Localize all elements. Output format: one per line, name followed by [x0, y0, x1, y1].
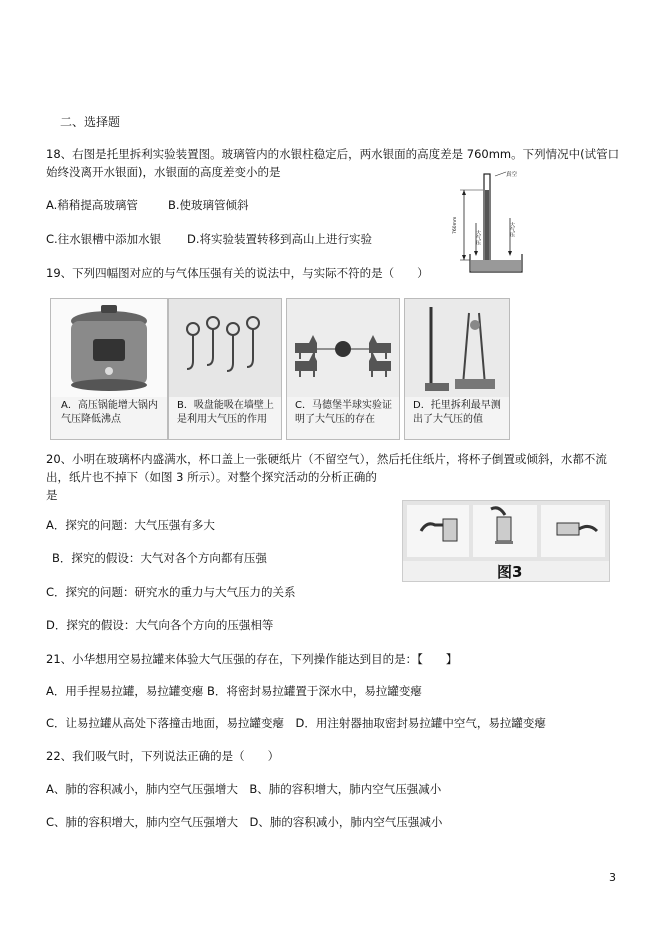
q19-caption-c: C．马德堡半球实验证明了大气压的存在 [295, 400, 392, 425]
q19-panel-d [404, 298, 510, 440]
q19-panel-c [286, 298, 400, 440]
magdeburg-hemispheres-image [287, 299, 399, 397]
q21-options-cd: C．让易拉罐从高处下落撞击地面，易拉罐变瘪 D．用注射器抽取密封易拉罐中空气，易拉罐变瘪 [46, 716, 546, 730]
q21-options-ab: A．用手捏易拉罐，易拉罐变瘪 B．将密封易拉罐置于深水中，易拉罐变瘪 [46, 684, 422, 698]
q19-caption-a: A．高压锅能增大锅内气压降低沸点 [61, 400, 158, 425]
q19-panel-b [168, 298, 282, 440]
inverted-cup-image [403, 501, 609, 561]
torricelli-apparatus-figure [448, 168, 528, 276]
pressure-cooker-image [51, 299, 167, 397]
page-number: 3 [609, 871, 616, 884]
label-pressure-right: 大气压 [509, 222, 515, 237]
q19-caption-d: D．托里拆利最早测出了大气压的值 [413, 400, 501, 425]
section-title: 二、选择题 [60, 115, 121, 129]
q20-option-d: D．探究的假设：大气向各个方向的压强相等 [46, 618, 274, 632]
q18-option-b: B.使玻璃管倾斜 [168, 198, 249, 212]
q18-option-c: C.往水银槽中添加水银 [46, 232, 162, 246]
q18-stem-line1: 18、右图是托里拆利实验装置图。玻璃管内的水银柱稳定后，两水银面的高度差是 760mm。下列情况中(试管口 [46, 147, 620, 161]
label-760mm: 760mm [453, 216, 458, 234]
label-vacuum: 真空 [506, 172, 518, 178]
q22-options-cd: C、肺的容积增大，肺内空气压强增大 D、肺的容积减小，肺内空气压强减小 [46, 815, 443, 829]
q19-caption-b: B．吸盘能吸在墙壁上是利用大气压的作用 [177, 400, 274, 425]
q19-stem: 19、下列四幅图对应的与气体压强有关的说法中，与实际不符的是（ ） [46, 266, 429, 280]
q20-stem-line2: 出，纸片也不掉下（如图 3 所示）。对整个探究活动的分析正确的 [46, 470, 377, 484]
q18-stem-line2: 始终没离开水银面)，水银面的高度差变小的是 [46, 165, 281, 179]
label-pressure-left: 大气压 [475, 230, 481, 245]
torricelli-experiment-image [405, 299, 509, 397]
q20-option-b: B．探究的假设：大气对各个方向都有压强 [52, 551, 267, 565]
q22-stem: 22、我们吸气时，下列说法正确的是（ ） [46, 749, 280, 763]
q20-stem-line3: 是 [46, 488, 58, 502]
q20-option-a: A．探究的问题：大气压强有多大 [46, 518, 215, 532]
q20-figure [402, 500, 610, 582]
suction-cups-image [169, 299, 281, 397]
q22-options-ab: A、肺的容积减小，肺内空气压强增大 B、肺的容积增大，肺内空气压强减小 [46, 782, 442, 796]
q21-stem: 21、小华想用空易拉罐来体验大气压强的存在，下列操作能达到目的是：【 】 [46, 652, 458, 666]
q20-figure-label: 图3 [497, 563, 523, 581]
q18-option-a: A.稍稍提高玻璃管 [46, 198, 138, 212]
q18-option-d: D.将实验装置转移到高山上进行实验 [187, 232, 373, 246]
q20-option-c: C．探究的问题：研究水的重力与大气压力的关系 [46, 585, 296, 599]
q19-panel-a [50, 298, 168, 440]
q20-stem-line1: 20、小明在玻璃杯内盛满水，杯口盖上一张硬纸片（不留空气），然后托住纸片，将杯子倒置或倾斜，水都不流 [46, 452, 607, 466]
